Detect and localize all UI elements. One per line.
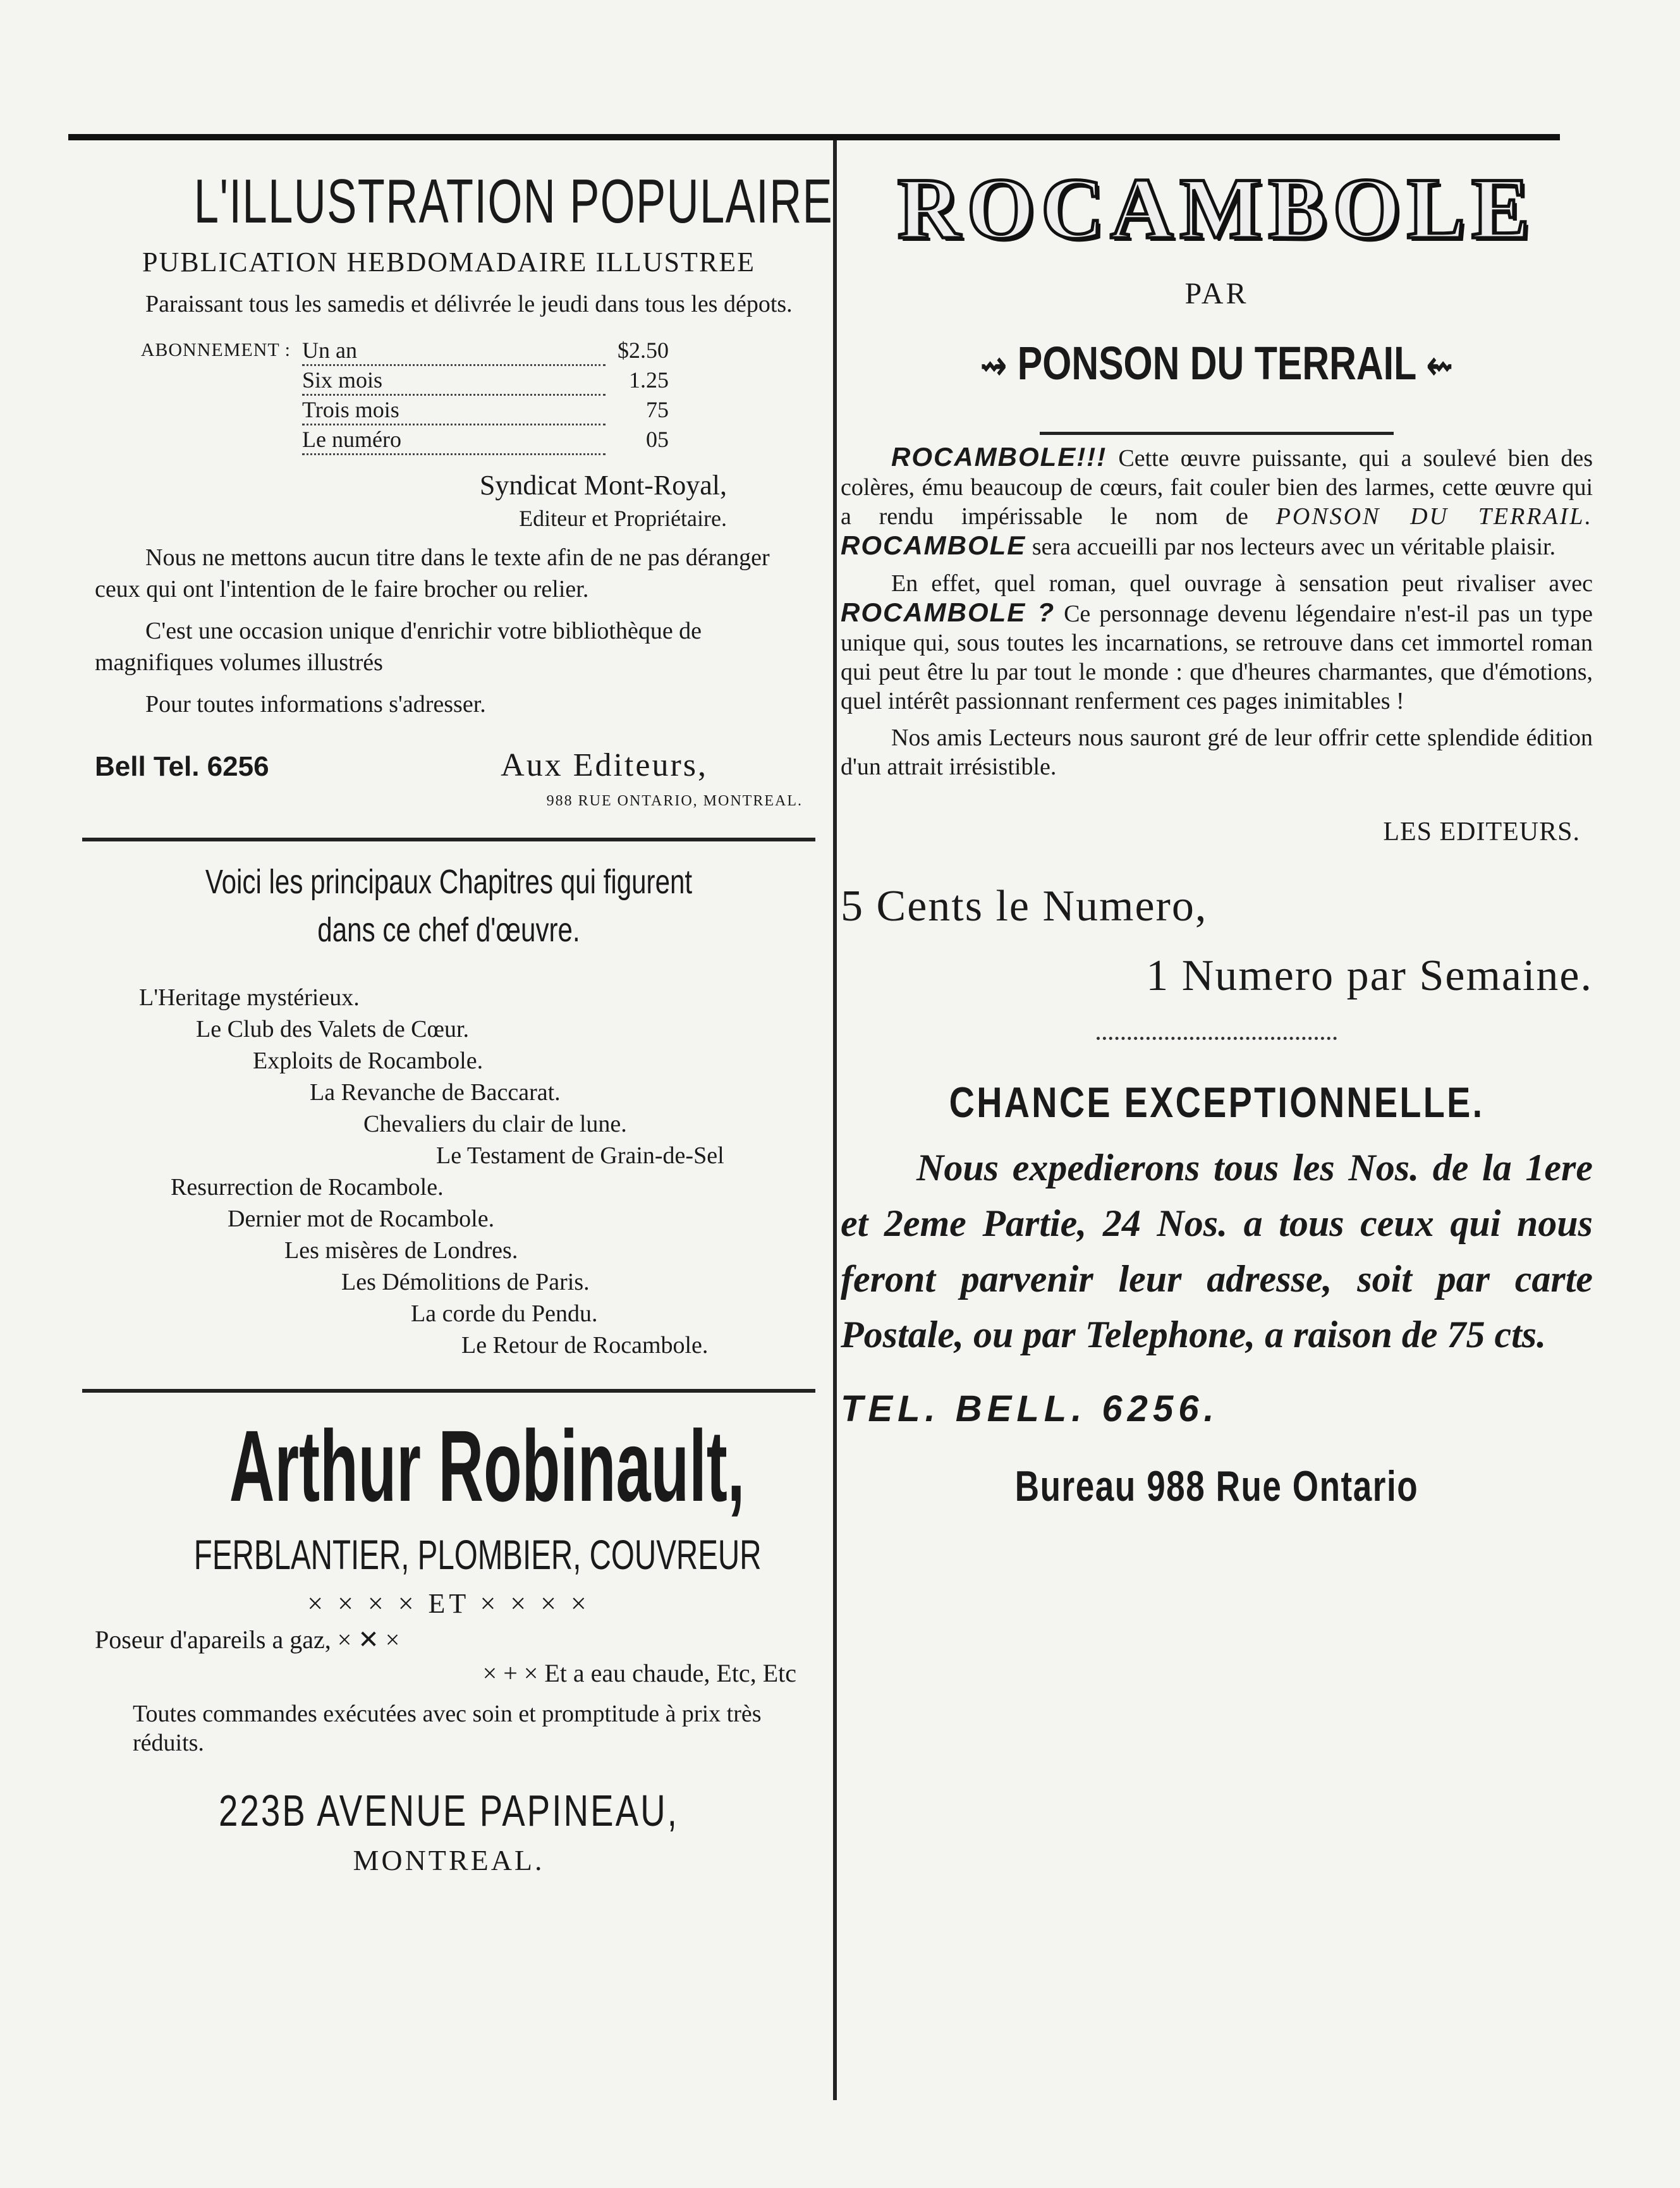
orders-line: Toutes commandes exécutées avec soin et promptitude à prix très réduits.: [133, 1701, 762, 1756]
rate-price: 75: [646, 397, 669, 422]
rate-row: [95, 425, 803, 455]
les-editeurs: LES EDITEURS.: [1383, 817, 1580, 846]
bureau-address: Bureau 988 Rue Ontario: [1014, 1462, 1419, 1510]
gas-fitter-line: Poseur d'apareils a gaz, × ✕ ×: [95, 1625, 400, 1654]
arrow-left-icon: ⇜: [1426, 343, 1454, 389]
chance-heading: CHANCE EXCEPTIONNELLE.: [949, 1079, 1485, 1127]
rate-row: [95, 336, 803, 366]
chapters-heading-line: Voici les principaux Chapitres qui figurent: [205, 863, 693, 901]
trades-line: FERBLANTIER, PLOMBIER, COUVREUR: [193, 1531, 762, 1578]
author-name: PONSON DU TERRAIL: [1017, 337, 1416, 389]
notice-paragraph: Nous ne mettons aucun titre dans le texte afin de ne pas déranger ceux qui ont l'intention de le faire brocher ou relier.: [95, 544, 770, 602]
chapters-section: [95, 858, 803, 1361]
chapters-heading-line: dans ce chef d'œuvre.: [317, 911, 580, 949]
rocambole-title: ROCAMBOLE: [897, 160, 1537, 257]
chapter-item: Les misères de Londres.: [284, 1237, 518, 1264]
rocambole-paragraph-3: Nos amis Lecteurs nous sauront gré de leur offrir cette splendide édition d'un attrait irrésistible.: [841, 724, 1593, 780]
chapter-item: Exploits de Rocambole.: [253, 1048, 484, 1074]
city-name: MONTREAL.: [353, 1844, 545, 1876]
aux-editeurs: Aux Editeurs,: [501, 747, 708, 783]
rate-price: 05: [646, 427, 669, 452]
hot-water-line: × + × Et a eau chaude, Etc, Etc: [482, 1659, 796, 1687]
rocambole-paragraph-1: [841, 443, 1593, 561]
rocambole-mention: ROCAMBOLE ?: [841, 597, 1056, 627]
paragraph-text: Cette œuvre puissante, qui a soulevé bien des colères, ému beaucoup de cœurs, fait couler bien des larmes, cette œuvre qui a rendu impérissable le nom de: [841, 445, 1593, 530]
left-column: [95, 158, 834, 1877]
par-label: PAR: [1184, 277, 1249, 310]
rocambole-mention: ROCAMBOLE: [841, 530, 1026, 560]
short-rule: [1040, 432, 1394, 435]
bell-telephone: Bell Tel. 6256: [95, 751, 269, 782]
et-ornament-line: × × × × ET × × × ×: [307, 1588, 590, 1619]
tel-bell: TEL. BELL. 6256.: [841, 1388, 1219, 1429]
rate-price: 1.25: [629, 367, 669, 393]
rate-item: Un an: [302, 336, 606, 366]
paragraph-text: En effet, quel roman, quel ouvrage à sensation peut rivaliser avec: [891, 570, 1593, 597]
right-column: [841, 158, 1593, 1511]
abonnement-label: ABONNEMENT :: [140, 339, 291, 360]
rate-row: [95, 366, 803, 396]
section-rule: [82, 1389, 815, 1393]
price-per-number: 5 Cents le Numero,: [841, 882, 1208, 931]
chapters-heading: [173, 858, 725, 954]
informations-line: Pour toutes informations s'adresser.: [145, 691, 486, 718]
syndicat-name: Syndicat Mont-Royal,: [479, 470, 727, 501]
chapter-item: Chevaliers du clair de lune.: [363, 1111, 627, 1137]
offer-paragraph: Nous expedierons tous les Nos. de la 1ere et 2eme Partie, 24 Nos. a tous ceux qui nous feront parvenir leur adresse, soit par carte Postale, ou par Telephone, a raison de 75 cts.: [841, 1147, 1593, 1355]
chapter-item: Le Club des Valets de Cœur.: [196, 1016, 470, 1042]
chapter-item: Le Testament de Grain-de-Sel: [436, 1142, 724, 1169]
paragraph-text: sera accueilli par nos lecteurs avec un véritable plaisir.: [1026, 534, 1556, 560]
rate-item: Le numéro: [302, 425, 606, 455]
frequency-line: 1 Numero par Semaine.: [1146, 951, 1593, 1000]
advertiser-name: Arthur Robinault,: [229, 1409, 745, 1522]
chapter-item: L'Heritage mystérieux.: [139, 984, 360, 1011]
chapter-item: La corde du Pendu.: [411, 1300, 598, 1327]
illustration-title: L'ILLUSTRATION POPULAIRE: [193, 166, 834, 236]
subscription-rates: [95, 336, 803, 455]
occasion-paragraph: C'est une occasion unique d'enrichir votre bibliothèque de magnifiques volumes illustrés: [95, 618, 702, 676]
rate-price: $2.50: [618, 338, 669, 363]
rocambole-lead: ROCAMBOLE!!!: [891, 442, 1107, 472]
chapter-item: Le Retour de Rocambole.: [461, 1332, 709, 1359]
dotted-rule: [1097, 1037, 1337, 1040]
author-line: [916, 336, 1518, 390]
illustration-subtitle: PUBLICATION HEBDOMADAIRE ILLUSTREE: [142, 247, 755, 278]
paragraph-text: Ce personnage devenu légendaire n'est-il pas un type unique qui, sous toutes les incarnations, se retrouve dans cet immortel roman qui peut être lu par tout le monde : que d'heures charmantes, que d'émotions, quel intérêt passionnant renferment ces pages inimitables !: [841, 601, 1593, 714]
rocambole-paragraph-2: [841, 569, 1593, 716]
arrow-right-icon: ⇝: [980, 343, 1007, 389]
street-address: 223B AVENUE PAPINEAU,: [218, 1786, 679, 1835]
robinault-ad: [95, 1408, 803, 1877]
rate-item: Six mois: [302, 366, 606, 396]
top-rule: [68, 134, 1560, 140]
section-rule: [82, 838, 815, 841]
illustration-intro: Paraissant tous les samedis et délivrée le jeudi dans tous les dépots.: [145, 291, 793, 317]
chapter-item: Dernier mot de Rocambole.: [228, 1206, 495, 1232]
rate-row: [95, 396, 803, 425]
editeur-line: Editeur et Propriétaire.: [519, 506, 727, 531]
rate-item: Trois mois: [302, 396, 606, 425]
chapter-item: Les Démolitions de Paris.: [341, 1269, 590, 1295]
contact-line: [95, 747, 803, 784]
author-mention: PONSON DU TERRAIL.: [1275, 503, 1593, 530]
column-divider: [833, 140, 837, 2100]
chapter-item: La Revanche de Baccarat.: [310, 1079, 561, 1106]
editors-address: 988 RUE ONTARIO, MONTREAL.: [546, 793, 803, 809]
chapter-list: [95, 982, 803, 1361]
illustration-ad: [95, 166, 834, 810]
chapter-item: Resurrection de Rocambole.: [171, 1174, 444, 1201]
